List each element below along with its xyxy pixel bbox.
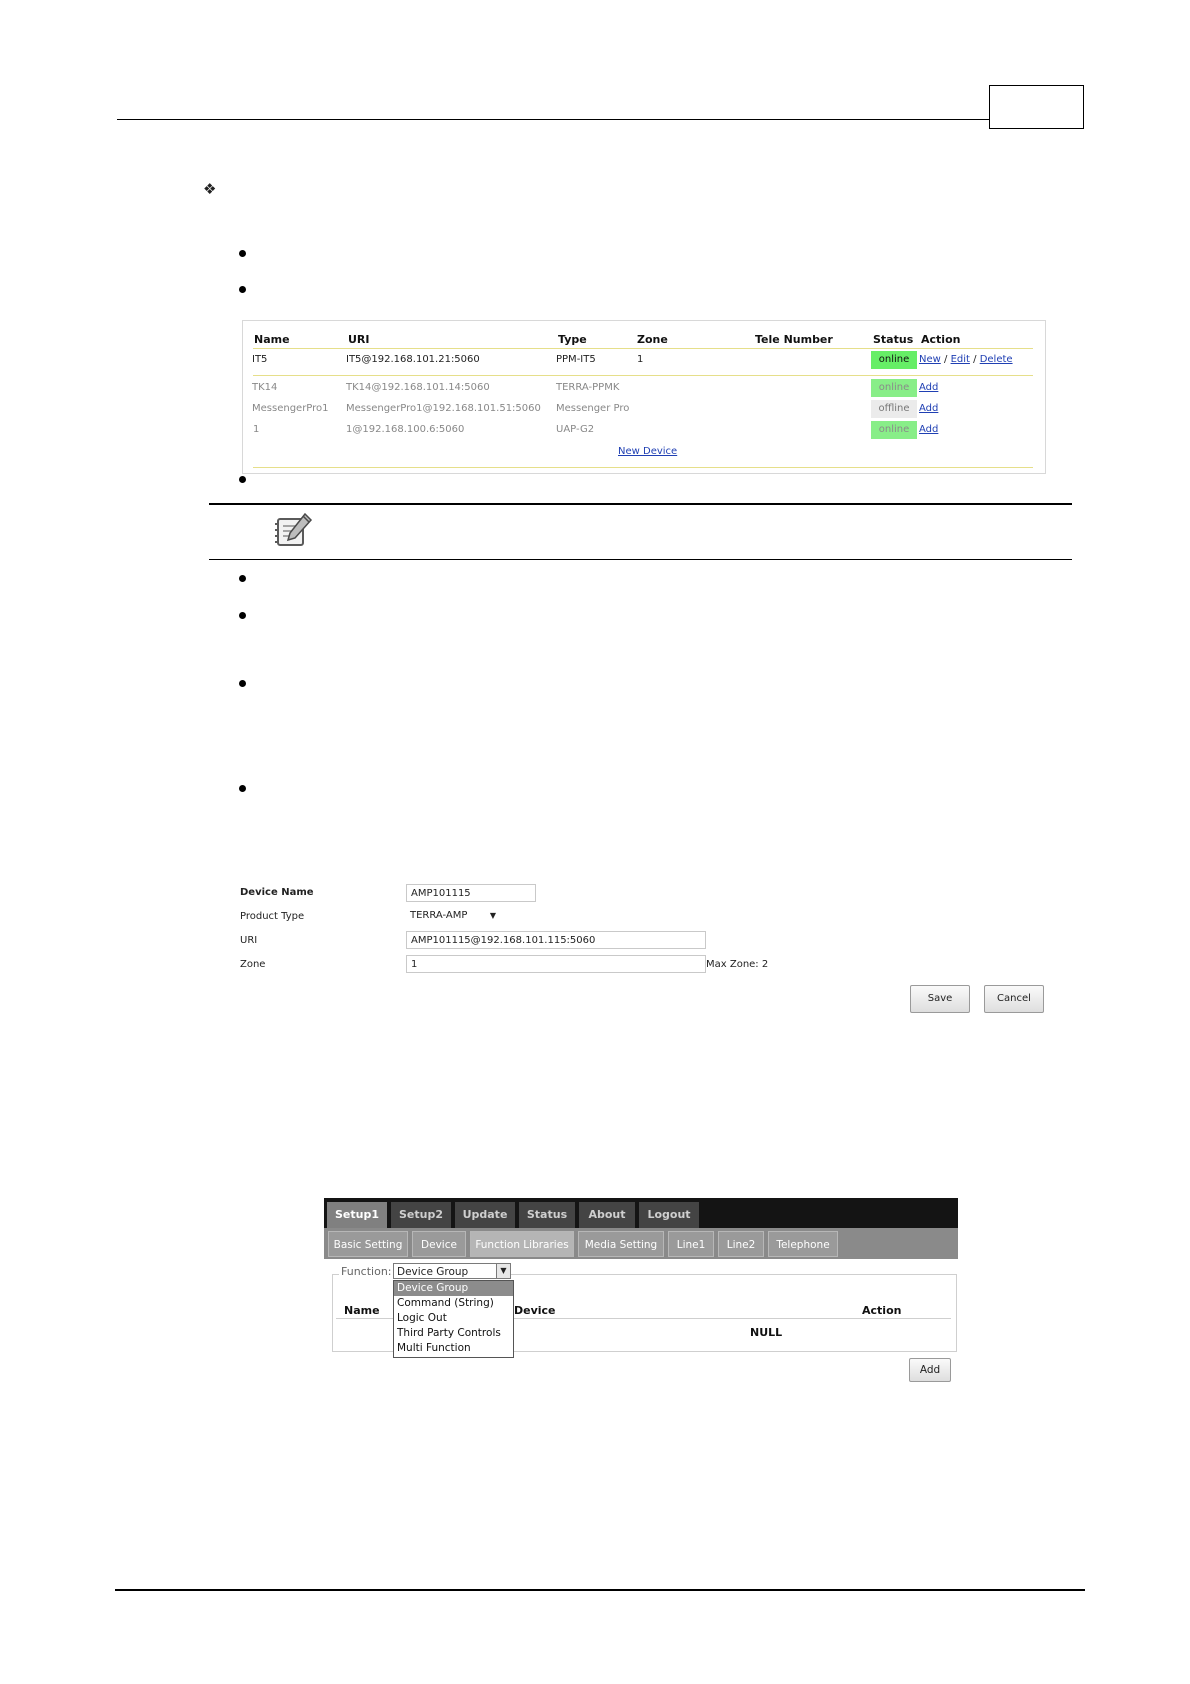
bullet-4 — [239, 575, 246, 582]
action-separator: / — [944, 354, 948, 365]
col-header-zone: Zone — [637, 333, 668, 346]
tab-about[interactable]: About — [579, 1202, 635, 1228]
subtab-media-setting[interactable]: Media Setting — [578, 1231, 664, 1257]
header-divider — [253, 348, 1033, 349]
device-table — [242, 320, 1046, 474]
chevron-down-icon[interactable]: ▼ — [496, 1264, 510, 1278]
subtab-line2[interactable]: Line2 — [718, 1231, 764, 1257]
page-number-box — [989, 85, 1084, 129]
bullet-7 — [239, 785, 246, 792]
tab-setup2[interactable]: Setup2 — [391, 1202, 451, 1228]
dropdown-arrow-icon: ▼ — [489, 911, 496, 920]
option-device-group[interactable]: Device Group — [394, 1281, 513, 1296]
row4-type: UAP-G2 — [556, 424, 595, 435]
new-device-link[interactable]: New Device — [618, 446, 678, 457]
top-nav-bar — [324, 1198, 958, 1228]
product-type-value: TERRA-AMP — [410, 910, 468, 921]
footer-rule — [115, 1589, 1085, 1591]
bullet-6 — [239, 680, 246, 687]
row1-name: IT5 — [252, 354, 268, 365]
col-header-type: Type — [558, 333, 587, 346]
subtab-line1[interactable]: Line1 — [668, 1231, 714, 1257]
row4-status-badge: online — [871, 421, 917, 439]
table-bottom-divider — [253, 467, 1033, 468]
bullet-1 — [239, 250, 246, 257]
action-separator: / — [973, 354, 977, 365]
bullet-5 — [239, 612, 246, 619]
row1-uri: IT5@192.168.101.21:5060 — [346, 354, 480, 365]
function-select[interactable] — [393, 1263, 511, 1279]
row2-status-badge: online — [871, 379, 917, 397]
device-name-label: Device Name — [240, 887, 314, 898]
note-top-rule — [209, 503, 1072, 505]
row3-uri: MessengerPro1@192.168.101.51:5060 — [346, 403, 541, 414]
save-button[interactable]: Save — [910, 985, 970, 1013]
bullet-3 — [239, 476, 246, 483]
tab-status[interactable]: Status — [519, 1202, 575, 1228]
uri-input[interactable]: AMP101115@192.168.101.115:5060 — [406, 931, 706, 949]
row4-uri: 1@192.168.100.6:5060 — [346, 424, 465, 435]
uri-label: URI — [240, 935, 258, 946]
col-header-name: Name — [254, 333, 290, 346]
header-rule — [117, 119, 989, 120]
row2-type: TERRA-PPMK — [556, 382, 620, 393]
product-type-label: Product Type — [240, 911, 305, 922]
row2-uri: TK14@192.168.101.14:5060 — [346, 382, 490, 393]
row1-actions — [919, 354, 1013, 365]
zone-input[interactable]: 1 — [406, 955, 706, 973]
function-label: Function: — [341, 1265, 392, 1278]
tab-update[interactable]: Update — [455, 1202, 515, 1228]
row2-actions — [919, 382, 938, 393]
col-header-action: Action — [921, 333, 961, 346]
row4-name: 1 — [253, 424, 260, 435]
tab-setup1[interactable]: Setup1 — [327, 1202, 387, 1228]
note-edit-icon — [275, 512, 313, 548]
row4-add-link[interactable]: Add — [919, 424, 939, 435]
subtab-telephone[interactable]: Telephone — [768, 1231, 838, 1257]
col-header-fl-action: Action — [862, 1304, 902, 1317]
max-zone-text: Max Zone: 2 — [706, 959, 769, 970]
col-header-uri: URI — [348, 333, 370, 346]
product-type-select[interactable] — [406, 907, 502, 925]
bullet-2 — [239, 286, 246, 293]
col-header-tele: Tele Number — [755, 333, 833, 346]
device-name-input[interactable]: AMP101115 — [406, 884, 536, 902]
null-text: NULL — [750, 1326, 783, 1339]
row4-actions — [919, 424, 938, 435]
row3-name: MessengerPro1 — [252, 403, 329, 414]
row1-status-badge: online — [871, 351, 917, 369]
subtab-basic-setting[interactable]: Basic Setting — [328, 1231, 408, 1257]
row3-add-link[interactable]: Add — [919, 403, 939, 414]
col-header-fl-name: Name — [344, 1304, 380, 1317]
col-header-fl-device: Device — [514, 1304, 556, 1317]
row1-edit-link[interactable]: Edit — [950, 354, 970, 365]
row1-zone: 1 — [637, 354, 644, 365]
row1-type: PPM-IT5 — [556, 354, 596, 365]
subtab-function-libraries[interactable]: Function Libraries — [470, 1231, 574, 1257]
option-command-string[interactable]: Command (String) — [397, 1297, 494, 1309]
cancel-button[interactable]: Cancel — [984, 985, 1044, 1013]
function-libraries-panel — [324, 1198, 958, 1392]
sub-nav-bar — [324, 1228, 958, 1259]
row3-status-badge: offline — [871, 400, 917, 418]
option-logic-out[interactable]: Logic Out — [397, 1312, 447, 1324]
note-bottom-rule — [209, 559, 1072, 560]
row3-type: Messenger Pro — [556, 403, 630, 414]
add-button[interactable]: Add — [909, 1358, 951, 1382]
option-multi-function[interactable]: Multi Function — [397, 1342, 471, 1354]
row2-add-link[interactable]: Add — [919, 382, 939, 393]
tab-logout[interactable]: Logout — [639, 1202, 699, 1228]
option-third-party-controls[interactable]: Third Party Controls — [397, 1327, 501, 1339]
row3-actions — [919, 403, 938, 414]
row1-divider — [253, 375, 1033, 376]
function-select-value: Device Group — [397, 1266, 469, 1278]
section-diamond-icon: ❖ — [203, 180, 217, 198]
col-header-status: Status — [873, 333, 914, 346]
zone-label: Zone — [240, 959, 266, 970]
row1-new-link[interactable]: New — [919, 354, 941, 365]
function-dropdown-list — [393, 1280, 514, 1358]
row1-delete-link[interactable]: Delete — [979, 354, 1013, 365]
row2-name: TK14 — [252, 382, 278, 393]
subtab-device[interactable]: Device — [412, 1231, 466, 1257]
